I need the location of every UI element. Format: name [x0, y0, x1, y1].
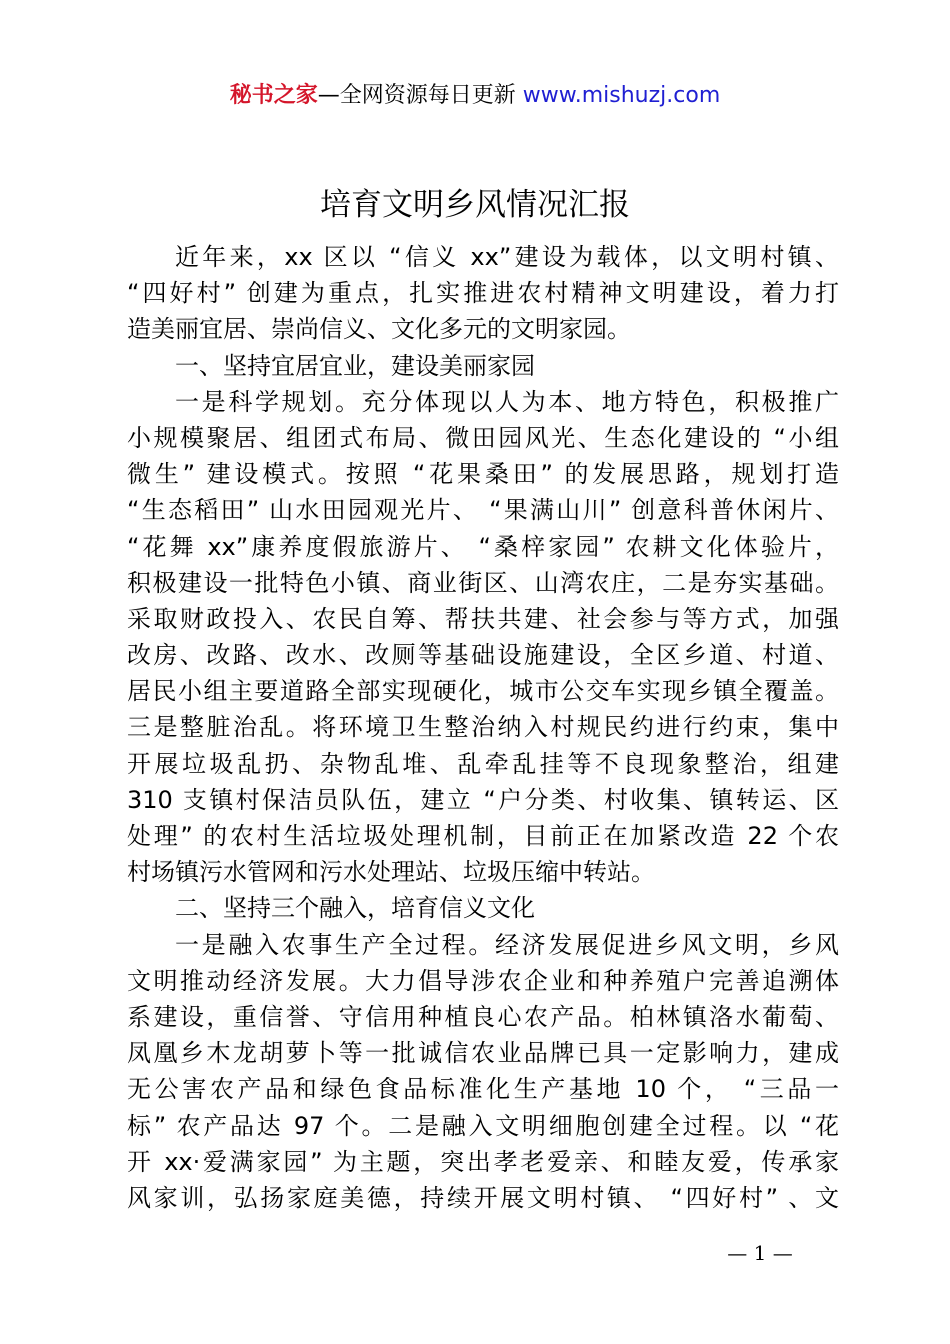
text-line: 改房、改路、改水、改厕等基础设施建设，全区乡道、村道、 — [127, 641, 839, 670]
text-line: 开展垃圾乱扔、杂物乱堆、乱牵乱挂等不良现象整治，组建 — [127, 749, 839, 778]
text-line: 近年来，xx 区以 “信义 xx”建设为载体，以文明村镇、 — [175, 243, 839, 271]
site-header — [0, 80, 950, 112]
text-line: 小规模聚居、组团式布局、微田园风光、生态化建设的 “小组 — [127, 423, 839, 452]
text-line: 微生” 建设模式。按照 “花果桑田” 的发展思路，规划打造 — [127, 460, 839, 489]
text-line: 标” 农产品达 97 个。二是融入文明细胞创建全过程。以 “花 — [127, 1111, 839, 1140]
document-body — [127, 239, 839, 1216]
text-line: 居民小组主要道路全部实现硬化，城市公交车实现乡镇全覆盖。 — [127, 677, 839, 706]
page-number: — 1 — — [727, 1241, 793, 1265]
text-line: 处理” 的农村生活垃圾处理机制，目前正在加紧改造 22 个农 — [127, 822, 839, 850]
text-line: 文明推动经济发展。大力倡导涉农企业和种养殖户完善追溯体 — [127, 966, 839, 995]
text-line: 开 xx·爱满家园” 为主题，突出孝老爱亲、和睦友爱，传承家 — [127, 1147, 839, 1176]
text-line: 一是科学规划。充分体现以人为本、地方特色，积极推广 — [175, 387, 839, 416]
document-title: 培育文明乡风情况汇报 — [320, 187, 630, 223]
text-line: 积极建设一批特色小镇、商业街区、山湾农庄，二是夯实基础。 — [127, 568, 839, 597]
text-line: 三是整脏治乱。将环境卫生整治纳入村规民约进行约束，集中 — [127, 713, 839, 742]
text-line: 无公害农产品和绿色食品标准化生产基地 10 个， “三品一 — [127, 1075, 839, 1104]
site-brand: 秘书之家 — [229, 83, 318, 108]
text-line: “花舞 xx”康养度假旅游片、 “桑梓家园” 农耕文化体验片， — [127, 532, 839, 561]
text-line: 村场镇污水管网和污水处理站、垃圾压缩中转站。 — [127, 858, 655, 887]
site-url-link[interactable]: www.mishuzj.com — [522, 83, 721, 108]
text-line: 310 支镇村保洁员队伍，建立 “户分类、村收集、镇转运、区 — [127, 785, 839, 814]
text-line: 一是融入农事生产全过程。经济发展促进乡风文明，乡风 — [175, 930, 839, 959]
section-heading: 一、坚持宜居宜业，建设美丽家园 — [175, 351, 535, 380]
text-line: 采取财政投入、农民自筹、帮扶共建、社会参与等方式，加强 — [127, 604, 839, 633]
text-line: “四好村” 创建为重点，扎实推进农村精神文明建设，着力打 — [127, 279, 839, 308]
text-line: 系建设，重信誉、守信用种植良心农产品。柏林镇洛水葡萄、 — [127, 1002, 839, 1031]
site-slogan: —全网资源每日更新 — [317, 83, 523, 108]
text-line: 造美丽宜居、崇尚信义、文化多元的文明家园。 — [127, 315, 631, 344]
section-heading: 二、坚持三个融入，培育信义文化 — [175, 894, 535, 923]
text-line: 风家训，弘扬家庭美德，持续开展文明村镇、 “四好村” 、文 — [127, 1183, 839, 1212]
text-line: “生态稻田” 山水田园观光片、 “果满山川” 创意科普休闲片、 — [127, 496, 839, 525]
text-line: 凤凰乡木龙胡萝卜等一批诚信农业品牌已具一定影响力，建成 — [127, 1039, 839, 1068]
